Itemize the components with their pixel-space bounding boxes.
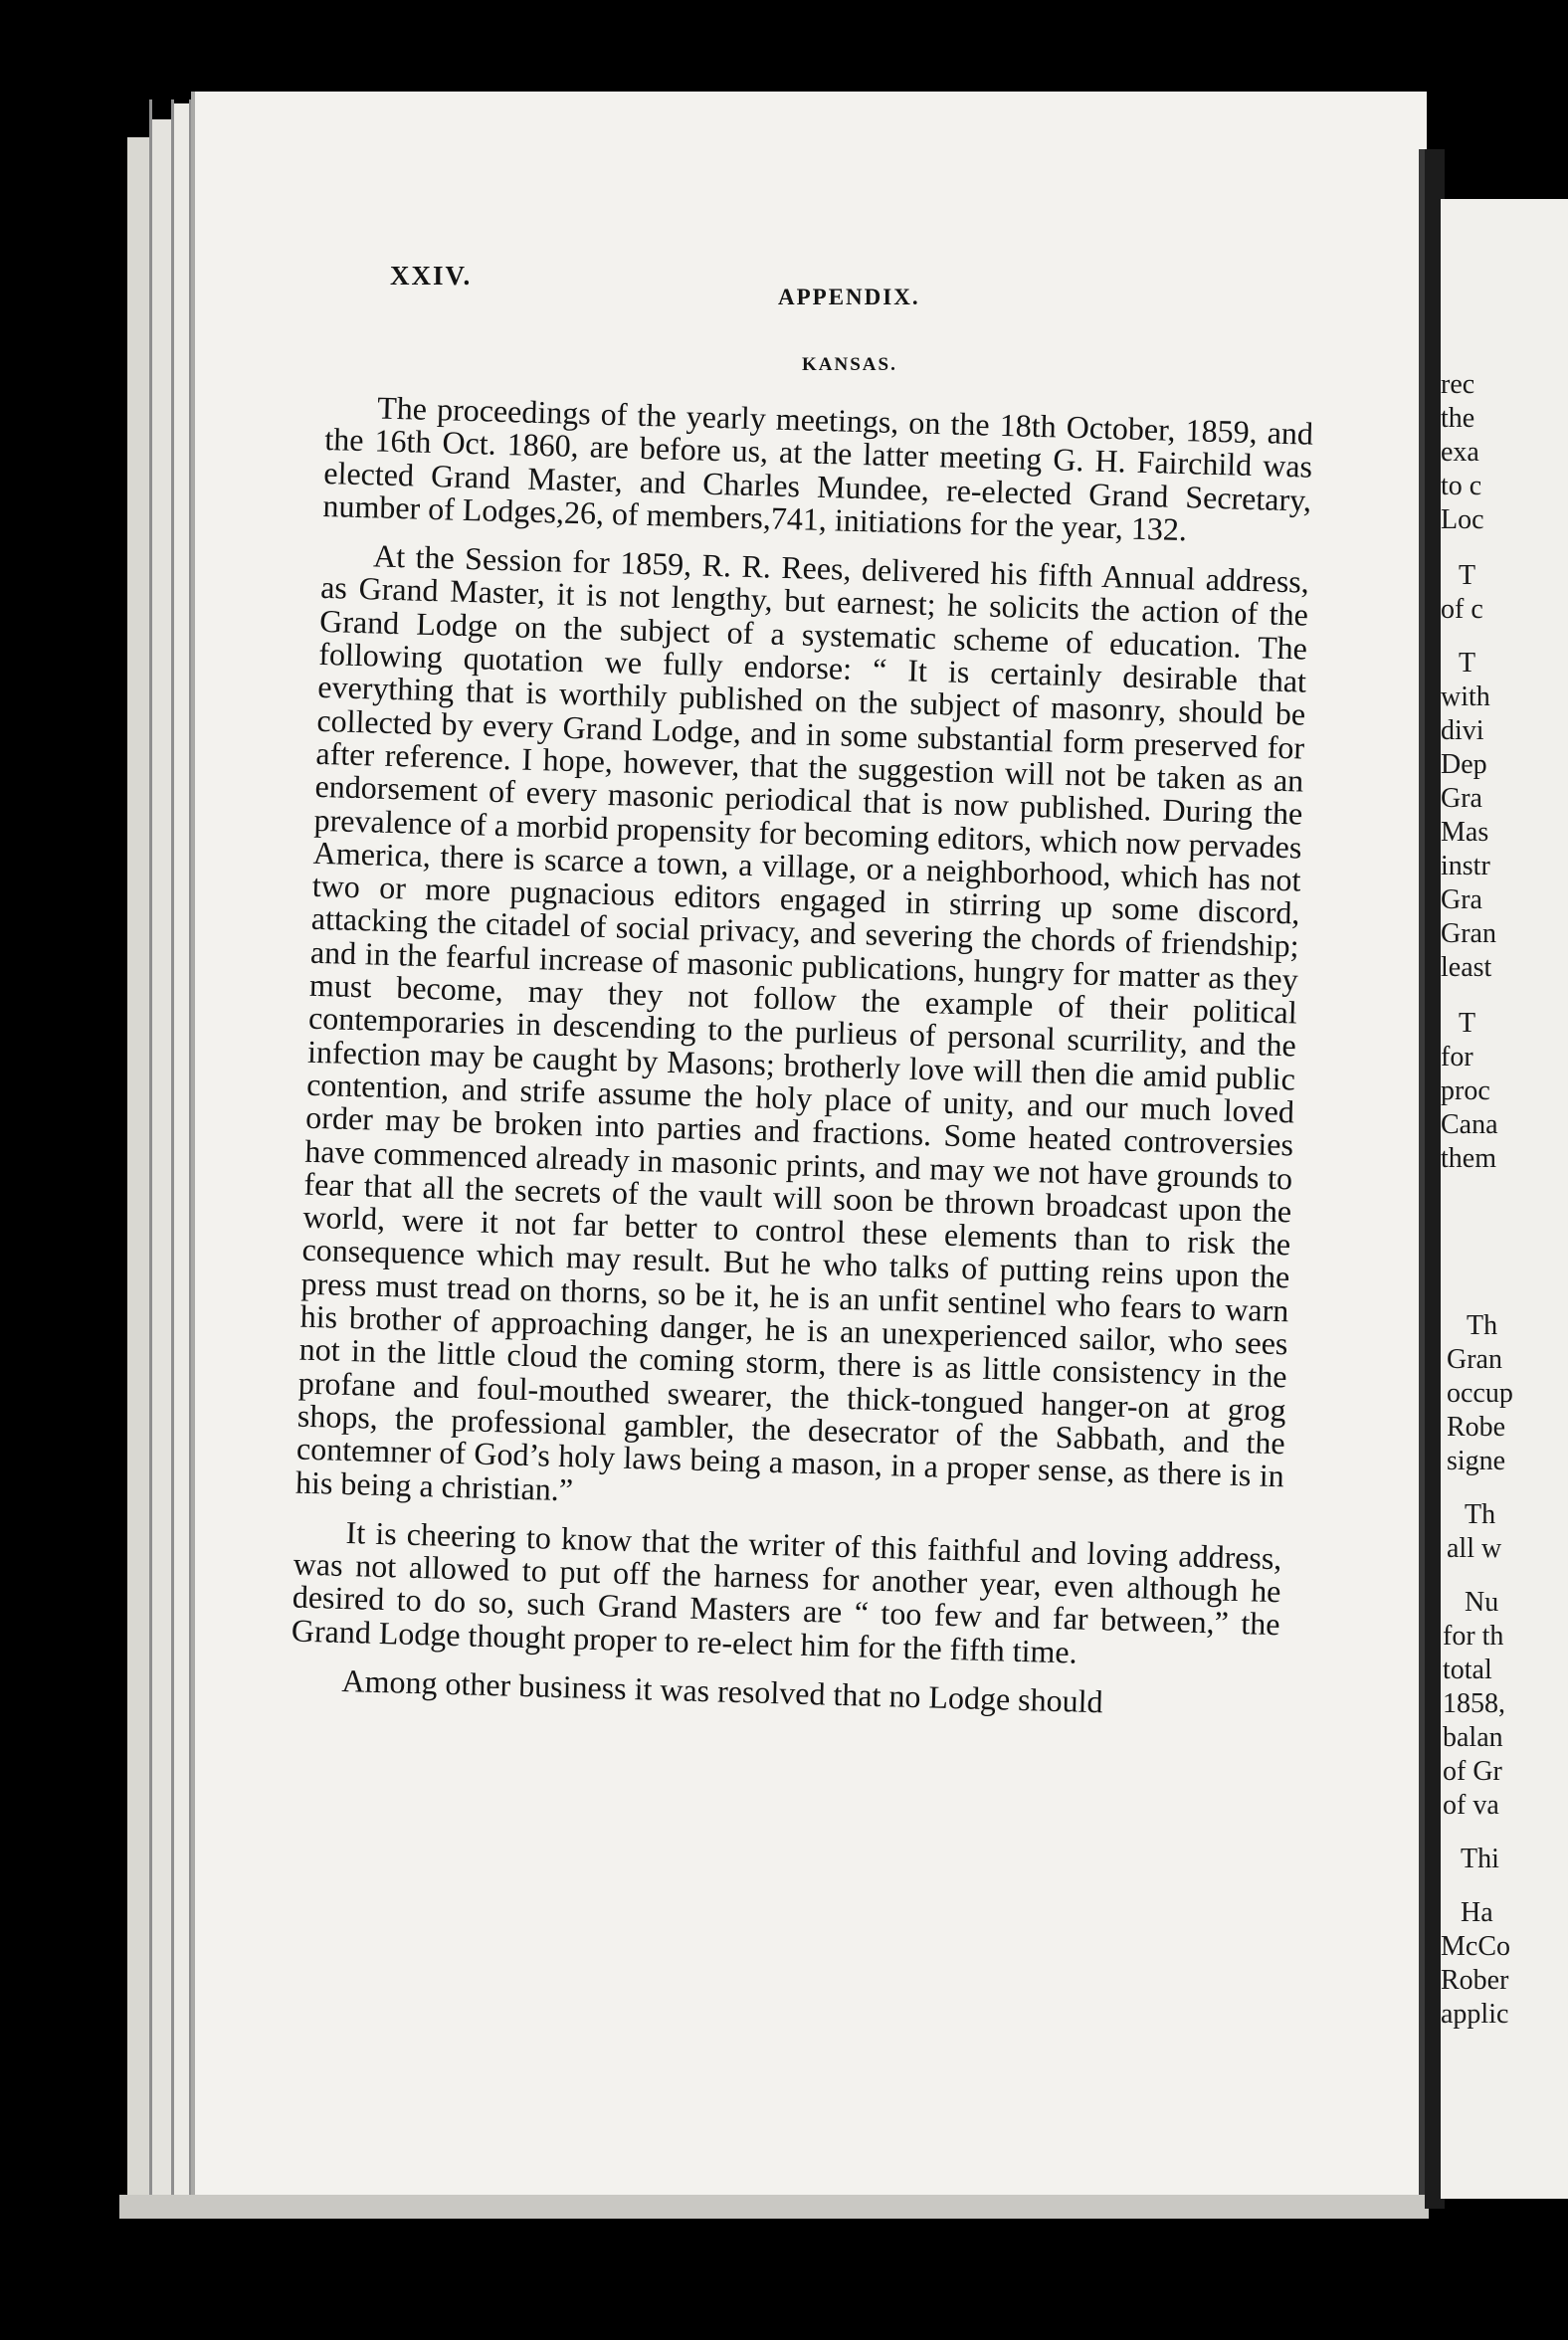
- paragraph: At the Session for 1859, R. R. Rees, delivered his fifth Annual address, as Grand Master, it is not lengthy, but earnest; he solicits the action of the Grand Lodge on the subject of a systematic scheme of education. The following quotation we fully endorse: “ It is certainly desirable that everything that is worthily published on the subject of masonry, should be collected by every Grand Lodge, and in some substantial form preserved for after reference. I hope, however, that the suggestion will not be taken as an endorsement of every masonic periodical that is now published. During the prevalence of a morbid propensity for becoming editors, which now pervades America, there is scarce a town, a village, or a neighborhood, which has not two or more pugnacious editors engaged in stirring up some discord, attacking the citadel of social privacy, and severing the chords of friendship; and in the fearful increase of masonic publications, hungry for matter as they must become, may they not follow the example of their political contemporaries in descending to the purlieus of personal scurrility, and the infection may be caught by Masons; brotherly love will then die amid public contention, and strife assume the holy place of unity, and our much loved order may be broken into parties and fractions. Some heated controversies have commenced already in masonic prints, and may we not have grounds to fear that all the secrets of the vault will soon be thrown broadcast upon the world, were it not far better to control these elements than to risk the consequence which may result. But he who talks of putting reins upon the press must tread on thorns, so be it, he is an unfit sentinel who fears to warn his brother of approaching danger, he is an unexperienced sailor, who sees not in the little cloud the coming storm, there is as little consistency in the profane and foul-mouthed swearer, the thick-tongued hanger-on at grog shops, the professional gambler, the desecrator of the Sabbath, and the contemner of God’s holy laws being a mason, in a proper sense, as there is in his being a christian.”: [294, 537, 1310, 1507]
- facing-page-fragment: exa: [1441, 437, 1479, 468]
- facing-page-fragment: T: [1459, 1008, 1476, 1039]
- body-text: [290, 382, 1314, 1739]
- facing-page-fragment: McCo: [1441, 1931, 1510, 1962]
- facing-page-fragment: of va: [1443, 1790, 1499, 1821]
- facing-page-fragment: the: [1441, 403, 1475, 434]
- facing-page-fragment: Mas: [1441, 817, 1489, 848]
- page-edge-line: [171, 99, 174, 2207]
- facing-page-fragment: signe: [1447, 1446, 1506, 1476]
- facing-page-fragment: divi: [1441, 715, 1484, 746]
- facing-page-fragment: for: [1441, 1042, 1473, 1072]
- facing-page-fragment: Ha: [1461, 1897, 1493, 1928]
- facing-page-fragment: them: [1441, 1143, 1496, 1174]
- paragraph: The proceedings of the yearly meetings, on the 18th October, 1859, and the 16th Oct. 1860, are before us, at the latter meeting G. H. Fairchild was elected Grand Master, and Charles Mundee, re-elected Grand Secretary, number of Lodges,26, of members,741, initiations for the year, 132.: [322, 389, 1314, 548]
- facing-page-fragment: of Gr: [1443, 1756, 1502, 1787]
- facing-page-fragment: rec: [1441, 369, 1475, 400]
- facing-page-fragment: Dep: [1441, 749, 1487, 780]
- running-head: APPENDIX.: [778, 285, 920, 309]
- paragraph: Among other business it was resolved that no Lodge should: [341, 1661, 1104, 1720]
- facing-page-fragment: Th: [1465, 1499, 1496, 1530]
- facing-page-fragment: with: [1441, 682, 1490, 712]
- facing-page-fragment: Gran: [1441, 918, 1496, 949]
- facing-page-fragment: instr: [1441, 851, 1490, 881]
- facing-page-fragment: T: [1459, 648, 1476, 679]
- facing-page-fragment: applic: [1441, 1999, 1509, 2030]
- facing-page-fragment: 1858,: [1443, 1688, 1505, 1719]
- facing-page-fragment: Rober: [1441, 1965, 1509, 1996]
- facing-page-fragment: proc: [1441, 1075, 1490, 1106]
- paragraph: It is cheering to know that the writer of this faithful and loving address, was not allowed to put off the harness for another year, even although he desired to do so, such Grand Masters are “ too few and far between,” the Grand Lodge thought proper to re-elect him for the fifth time.: [291, 1513, 1282, 1670]
- facing-page-fragment: Robe: [1447, 1412, 1506, 1443]
- page-edge-line: [149, 99, 152, 2207]
- facing-page-fragment: balan: [1443, 1722, 1503, 1753]
- page-number: XXIV.: [390, 261, 473, 291]
- facing-page-fragment: least: [1441, 952, 1492, 983]
- facing-page-fragment: for th: [1443, 1621, 1504, 1652]
- facing-page-fragment: Loc: [1441, 504, 1484, 535]
- facing-page-fragment: to c: [1441, 471, 1482, 501]
- facing-page: [1441, 199, 1568, 2199]
- facing-page-fragment: Th: [1467, 1310, 1498, 1341]
- page-bottom-edge: [119, 2195, 1429, 2219]
- facing-page-fragment: of c: [1441, 594, 1483, 625]
- facing-page-fragment: T: [1459, 560, 1476, 591]
- facing-page-fragment: Thi: [1461, 1844, 1499, 1874]
- section-title: KANSAS.: [802, 354, 897, 375]
- facing-page-fragment: occup: [1447, 1378, 1513, 1409]
- facing-page-fragment: Cana: [1441, 1109, 1498, 1140]
- facing-page-fragment: Gran: [1447, 1344, 1502, 1375]
- facing-page-fragment: Gra: [1441, 884, 1482, 915]
- facing-page-fragment: all w: [1447, 1533, 1502, 1564]
- facing-page-fragment: Nu: [1465, 1587, 1499, 1618]
- facing-page-fragment: Gra: [1441, 783, 1482, 814]
- facing-page-fragment: total: [1443, 1655, 1492, 1685]
